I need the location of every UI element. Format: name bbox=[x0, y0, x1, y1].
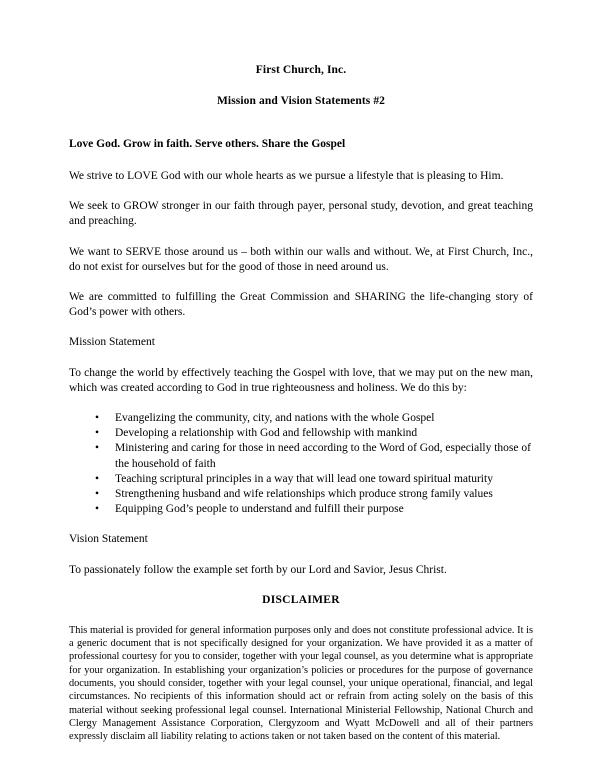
list-item bbox=[69, 487, 533, 502]
document-body bbox=[69, 63, 533, 744]
list-item-label: Teaching scriptural principles in a way that will lead one toward spiritual maturity bbox=[115, 472, 493, 485]
list-item bbox=[69, 472, 533, 487]
vision-statement-text: To passionately follow the example set forth by our Lord and Savior, Jesus Christ. bbox=[69, 563, 447, 576]
bullet-icon: • bbox=[95, 442, 100, 455]
disclaimer-heading: DISCLAIMER bbox=[262, 593, 340, 606]
bullet-icon: • bbox=[95, 412, 100, 425]
list-item-label: Ministering and caring for those in need according to the Word of God, especially those of the household of faith bbox=[115, 442, 531, 470]
tagline-heading: Love God. Grow in faith. Serve others. Share the Gospel bbox=[69, 138, 346, 150]
list-item bbox=[69, 426, 533, 441]
document-title: First Church, Inc. bbox=[255, 64, 347, 76]
disclaimer-text: This material is provided for general information purposes only and does not constitute professional advice. It is a generic document that is not specifically designed for your organization. We have provided it as a matter of professional courtesy for you to consider, together with your legal counsel, as you determine what is appropriate for your organization. In establishing your organization’s policies or procedures for the purpose of governance documents, you should consider, together with your legal counsel, your unique operational, financial, and legal circumstances. No recipients of this information should act or refrain from acting solely on the basis of this material without seeking professional legal counsel. International Ministerial Fellowship, National Church and Clergy Management Assistance Corporation, Clergyzoom and Wyatt McDowell and all of their partners expressly disclaim all liability relating to actions taken or not taken based on the content of this material. bbox=[69, 624, 533, 743]
list-item bbox=[69, 441, 533, 471]
bullet-icon: • bbox=[95, 503, 100, 516]
vision-statement-label: Vision Statement bbox=[69, 533, 148, 546]
list-item bbox=[69, 502, 533, 517]
bullet-icon: • bbox=[95, 472, 100, 485]
document-subtitle: Mission and Vision Statements #2 bbox=[216, 95, 386, 107]
mission-statement-intro: To change the world by effectively teaching the Gospel with love, that we may put on the new man, which was created according to God in true righteousness and holiness. We do this by: bbox=[69, 366, 533, 394]
bullet-icon: • bbox=[95, 488, 100, 501]
mission-statement-label: Mission Statement bbox=[69, 336, 155, 349]
paragraph-share: We are committed to fulfilling the Great Commission and SHARING the life-changing story of God’s power with others. bbox=[69, 291, 533, 319]
paragraph-serve: We want to SERVE those around us – both within our walls and without. We, at First Church, Inc., do not exist for ourselves but for the good of those in need around us. bbox=[69, 245, 533, 273]
paragraph-grow: We seek to GROW stronger in our faith through payer, personal study, devotion, and great teaching and preaching. bbox=[69, 200, 533, 228]
bullet-icon: • bbox=[95, 427, 100, 440]
list-item-label: Strengthening husband and wife relationships which produce strong family values bbox=[115, 488, 493, 501]
list-item-label: Developing a relationship with God and fellowship with mankind bbox=[115, 427, 418, 440]
paragraph-love: We strive to LOVE God with our whole hearts as we pursue a lifestyle that is pleasing to Him. bbox=[69, 170, 504, 182]
list-item bbox=[69, 411, 533, 426]
list-item-label: Equipping God’s people to understand and fulfill their purpose bbox=[115, 503, 404, 516]
mission-bullet-list bbox=[69, 411, 533, 517]
list-item-label: Evangelizing the community, city, and nations with the whole Gospel bbox=[115, 412, 435, 425]
